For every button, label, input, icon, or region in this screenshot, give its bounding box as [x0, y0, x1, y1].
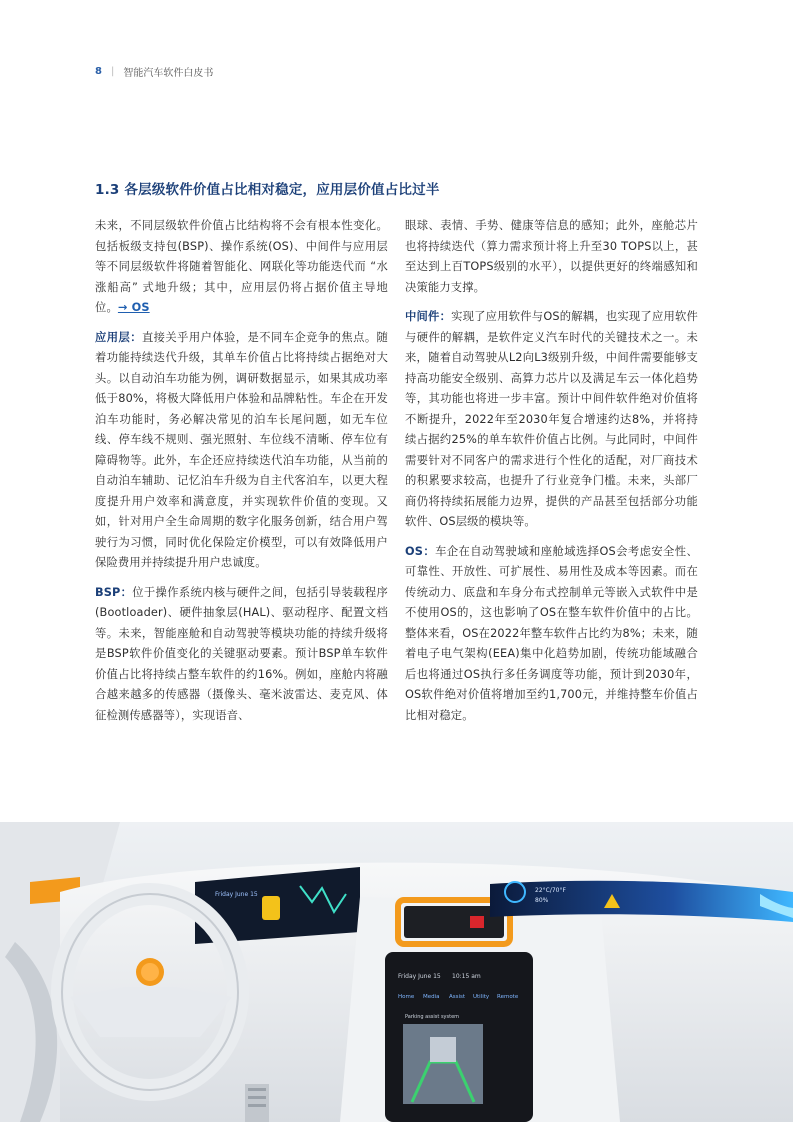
car-interior-photo	[0, 822, 793, 1122]
bsp-continued-paragraph	[405, 216, 698, 298]
application-layer-paragraph	[95, 328, 388, 574]
right-column	[405, 216, 698, 735]
header-separator: |	[110, 66, 115, 77]
cluster-temperature: 22°C/70°F	[535, 887, 566, 894]
screen-tab-remote: Remote	[497, 994, 519, 1000]
os-link[interactable]: → OS	[117, 301, 150, 314]
screen-tab-utility: Utility	[473, 994, 490, 1000]
cluster-percent: 80%	[535, 897, 549, 904]
cluster-label: Friday June 15	[215, 891, 258, 898]
screen-time: 10:15 am	[452, 973, 481, 980]
page-header	[95, 64, 213, 79]
document-title: 智能汽车软件白皮书	[123, 68, 214, 79]
middleware-term: 中间件：	[405, 310, 452, 323]
center-console	[340, 897, 620, 1122]
screen-tab-home: Home	[398, 994, 415, 1000]
middleware-text: 实现了应用软件与OS的解耦，也实现了应用软件与硬件的解耦，是软件定义汽车时代的关键技术之一。未来，随着自动驾驶从L2向L3级别升级，中间件需要能够支持高功能安全级别、高算力芯片以及满足车云一体化趋势等，其功能也将进一步丰富。预计中间件软件绝对价值将不断提升，2022年至2030年复合增速约达8%，并将持续占据约25%的单车软件价值占比例。与此同时，中间件需要针对不同客户的需求进行个性化的适配，对厂商技术的积累要求较高，也提升了行业竞争门槛。未来，头部厂商仍将持续拓展能力边界，提供的产品甚至包括部分功能软件、OS层级的模块等。	[405, 310, 698, 528]
bsp-term: BSP：	[95, 585, 133, 599]
bsp-paragraph	[95, 583, 388, 727]
middleware-paragraph	[405, 307, 698, 533]
page-number: 8	[95, 66, 102, 77]
center-vents	[245, 1084, 269, 1122]
bsp-continued-text: 眼球、表情、手势、健康等信息的感知；此外，座舱芯片也将持续迭代（算力需求预计将上升至30 TOPS以上，甚至达到上百TOPS级别的水平），以提供更好的终端感知和决策能力支撑。	[405, 219, 698, 294]
screen-caption: Parking assist system	[405, 1014, 460, 1020]
bsp-text: 位于操作系统内核与硬件之间，包括引导装载程序(Bootloader)、硬件抽象层(HAL)、驱动程序、配置文档等。未来，智能座舱和自动驾驶等模块功能的持续升级将是BSP软件价值变化的关键驱动要素。预计BSP单车软件价值占比将持续占整车软件的约16%。例如，座舱内将融合越来越多的传感器（摄像头、毫米波雷达、麦克风、体征检测传感器等），实现语音、	[95, 585, 388, 722]
section-title: 1.3 各层级软件价值占比相对稳定，应用层价值占比过半	[95, 182, 440, 198]
os-text: 车企在自动驾驶域和座舱域选择OS会考虑安全性、可靠性、开放性、可扩展性、易用性及成本等因素。而在传统动力、底盘和车身分布式控制单元等嵌入式软件中是不使用OS的，这也影响了OS在整车软件价值中的占比。整体来看，OS在2022年整车软件占比约为8%；未来，随着电子电气架构(EEA)集中化趋势加剧，传统功能域融合后也将通过OS执行多任务调度等功能，预计到2030年，OS软件绝对价值将增加至约1,700元，并维持整车价值占比相对稳定。	[405, 544, 698, 722]
application-layer-text: 直接关乎用户体验，是不同车企竞争的焦点。随着功能持续迭代升级，其单车价值占比将持续占据绝对大头。以自动泊车功能为例，调研数据显示，如果其成功率低于80%，将极大降低用户体验和品牌粘性。车企在开发泊车功能时，务必解决常见的泊车长尾问题，如无车位线、停车线不规则、强光照射、车位线不清晰、停车位有障碍物等。此外，车企还应持续迭代泊车功能，从当前的自动泊车辅助、记忆泊车升级为自主代客泊车，以更大程度提升用户效率和满意度，并实现软件价值的变现。又如，针对用户全生命周期的数字化服务创新，结合用户驾驶行为习惯，同时优化保险定价模型，可以有效降低用户保险费用并持续提升用户忠诚度。	[95, 330, 389, 569]
screen-tab-media: Media	[423, 994, 440, 1000]
screen-tab-assist: Assist	[449, 994, 466, 1000]
application-layer-term: 应用层：	[95, 330, 142, 344]
intro-paragraph	[95, 216, 388, 319]
screen-date: Friday June 15	[398, 973, 441, 980]
os-term: OS：	[405, 544, 436, 558]
intro-text: 未来，不同层级软件价值占比结构将不会有根本性变化。包括板级支持包(BSP)、操作系统(OS)、中间件与应用层等不同层级软件将随着智能化、网联化等功能迭代而 “水涨船高” 式地升级；其中，应用层仍将占据价值主导地位。	[95, 219, 388, 314]
os-paragraph	[405, 542, 698, 727]
left-column	[95, 216, 388, 735]
